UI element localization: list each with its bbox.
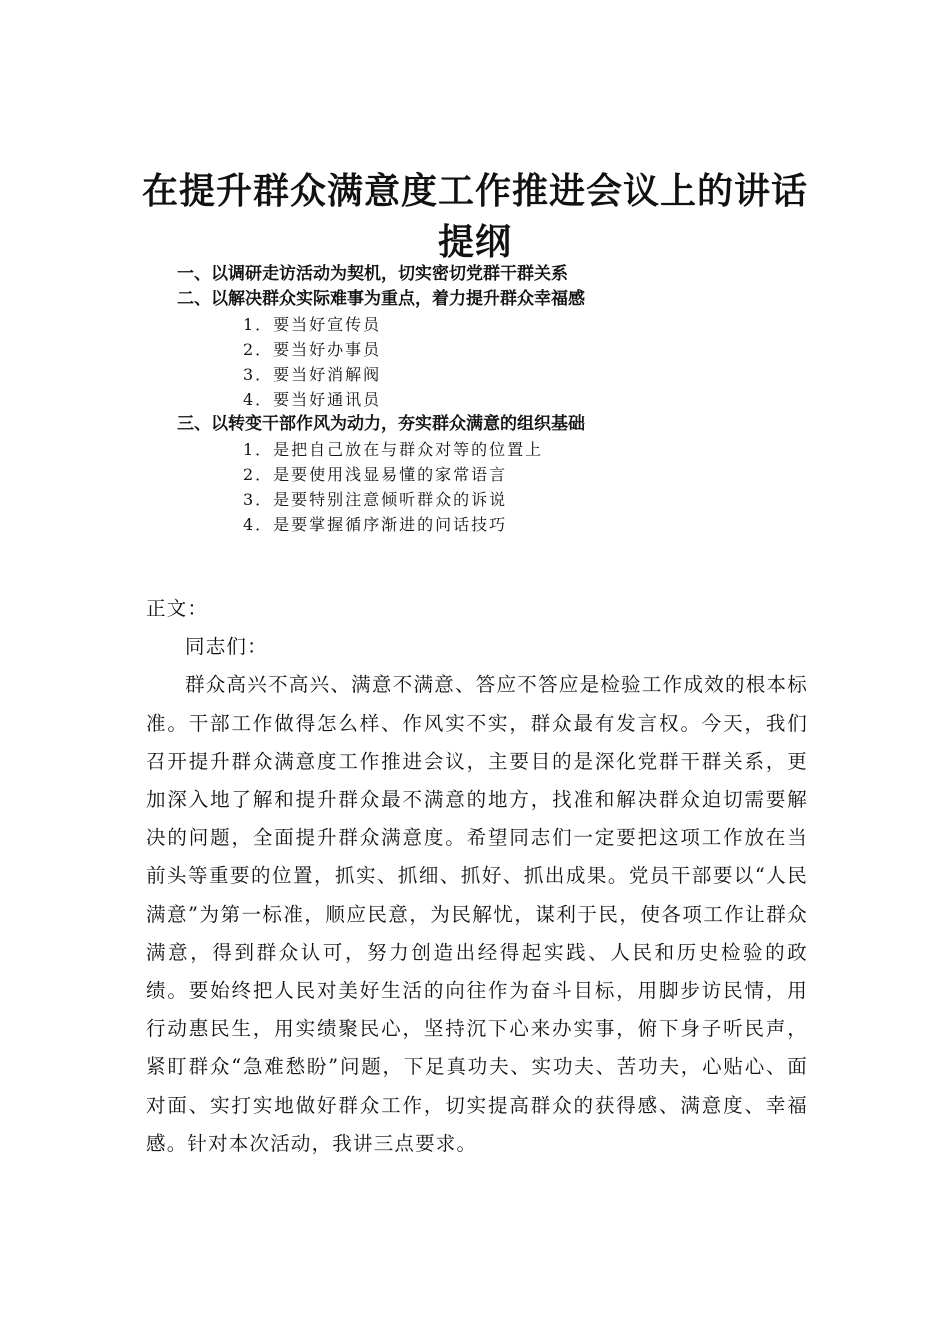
document-title	[0, 166, 950, 268]
title-line-1: 在提升群众满意度工作推进会议上的讲话	[141, 171, 808, 212]
outline-section-2	[0, 287, 950, 412]
title-line-2: 提纲	[437, 222, 512, 263]
outline-section-3	[0, 412, 950, 537]
outline-item: 3．是要特别注意倾听群众的诉说	[243, 490, 508, 509]
body-text	[146, 590, 808, 1163]
body-paragraph: 群众高兴不高兴、满意不满意、答应不答应是检验工作成效的根本标准。干部工作做得怎么样、作风实不实，群众最有发言权。今天，我们召开提升群众满意度工作推进会议，主要目的是深化党群干群关系，更加深入地了解和提升群众最不满意的地方，找准和解决群众迫切需要解决的问题，全面提升群众满意度。希望同志们一定要把这项工作放在当前头等重要的位置，抓实、抓细、抓好、抓出成果。党员干部要以“人民满意”为第一标准，顺应民意，为民解忧，谋利于民，使各项工作让群众满意，得到群众认可，努力创造出经得起实践、人民和历史检验的政绩。要始终把人民对美好生活的向往作为奋斗目标，用脚步访民情，用行动惠民生，用实绩聚民心，坚持沉下心来办实事，俯下身子听民声，紧盯群众“急难愁盼”问题，下足真功夫、实功夫、苦功夫，心贴心、面对面、实打实地做好群众工作，切实提高群众的获得感、满意度、幸福感。针对本次活动，我讲三点要求。	[146, 673, 808, 1155]
outline-item: 1．是把自己放在与群众对等的位置上	[243, 440, 544, 459]
section-3-items	[0, 437, 950, 537]
body-label: 正文：	[146, 597, 209, 620]
outline-item: 4．要当好通讯员	[243, 390, 382, 409]
section-heading-1: 一、以调研走访活动为契机，切实密切党群干群关系	[177, 264, 568, 284]
outline-item: 4．是要掌握循序渐进的问话技巧	[243, 515, 508, 534]
outline	[0, 262, 950, 537]
greeting: 同志们：	[185, 635, 268, 659]
outline-item: 3．要当好消解阀	[243, 365, 382, 384]
section-heading-2: 二、以解决群众实际难事为重点，着力提升群众幸福感	[177, 289, 585, 309]
outline-item: 1．要当好宣传员	[243, 315, 382, 334]
outline-item: 2．是要使用浅显易懂的家常语言	[243, 465, 508, 484]
section-heading-3: 三、以转变干部作风为动力，夯实群众满意的组织基础	[177, 414, 585, 434]
outline-item: 2．要当好办事员	[243, 340, 382, 359]
outline-section-1	[0, 262, 950, 287]
section-2-items	[0, 312, 950, 412]
